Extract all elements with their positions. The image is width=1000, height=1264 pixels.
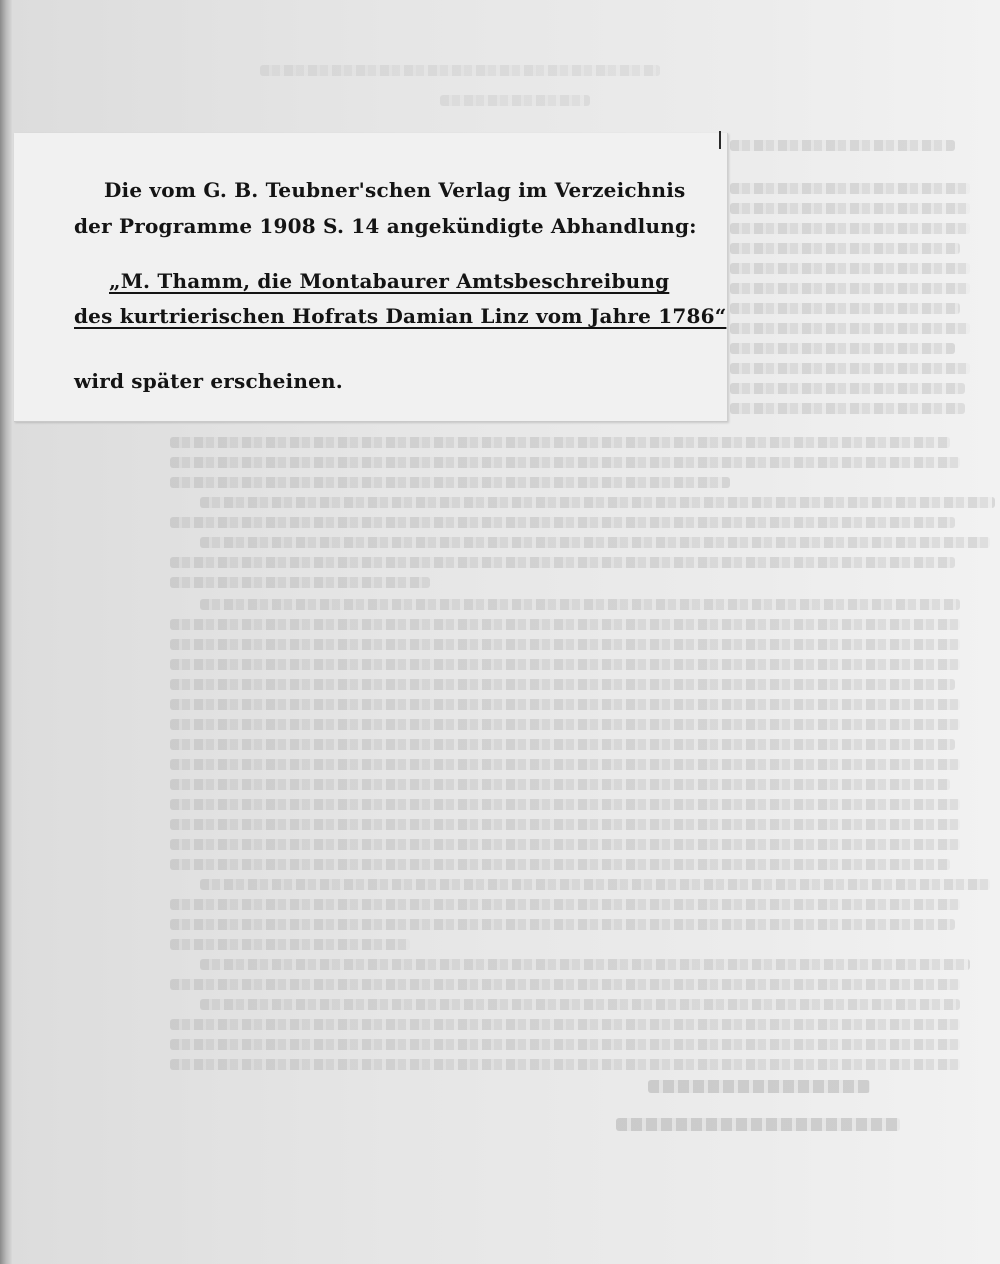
pasted-notice-slip	[14, 133, 728, 422]
ink-mark	[719, 131, 721, 149]
binding-shadow	[0, 0, 12, 1264]
notice-line-1: Die vom G. B. Teubner'schen Verlag im Verzeichnis	[104, 178, 686, 202]
notice-title-line-2: des kurtrierischen Hofrats Damian Linz vom Jahre 1786“	[74, 304, 727, 328]
notice-line-2: der Programme 1908 S. 14 angekündigte Abhandlung:	[74, 214, 697, 238]
notice-line-5: wird später erscheinen.	[74, 369, 343, 393]
notice-title-line-1: „M. Thamm, die Montabaurer Amtsbeschreibung	[109, 269, 670, 293]
